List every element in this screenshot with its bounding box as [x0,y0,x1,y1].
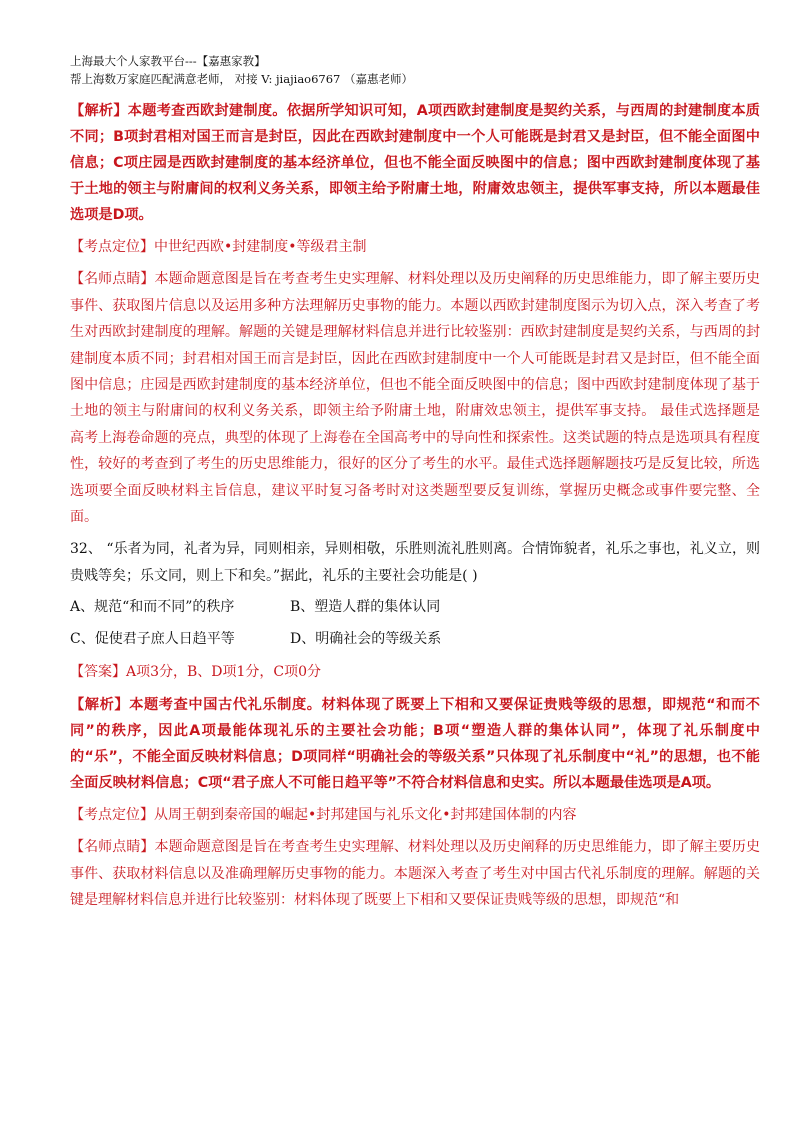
knowledge-point-tag: 【考点定位】 [70,239,154,255]
analysis-paragraph-2 [70,692,760,796]
knowledge-point-text-2: 从周王朝到秦帝国的崛起•封邦建国与礼乐文化•封邦建国体制的内容 [154,806,577,823]
teacher-comment-text-2: 本题命题意图是旨在考查考生史实理解、材料处理以及历史阐释的历史思维能力，即了解主要历史事件、获取材料信息以及准确理解历史事物的能力。本题深入考查了考生对中国古代礼乐制度的理解。解题的关键是理解材料信息并进行比较鉴别：材料体现了既要上下相和又要保证贵贱等级的思想，即规范“和 [70,839,760,908]
answer-line [70,659,760,685]
analysis-tag: 【解析】 [70,103,128,119]
knowledge-point-tag-2: 【考点定位】 [70,806,154,823]
question-32-stem: 32、 “乐者为同，礼者为异，同则相亲，异则相敬，乐胜则流礼胜则离。合情饰貌者，礼乐之事也，礼义立，则贵贱等矣；乐文同，则上下和矣。”据此，礼乐的主要社会功能是( ) [70,541,760,584]
header-line-1: 上海最大个人家教平台---【嘉惠家教】 [70,54,266,68]
teacher-comment-tag-2: 【名师点睛】 [70,839,155,856]
option-c: C、促使君子庶人日趋平等 [70,631,235,648]
option-a: A、规范“和而不同”的秩序 [70,599,235,616]
knowledge-point-2 [70,802,760,828]
document-body [70,98,760,913]
answer-text: A项3分，B、D项1分，C项0分 [126,664,322,681]
option-d: D、明确社会的等级关系 [290,631,442,648]
knowledge-point-1 [70,234,760,260]
analysis-text-2: 本题考查中国古代礼乐制度。材料体现了既要上下相和又要保证贵贱等级的思想，即规范“和而不同”的秩序，因此A项最能体现礼乐的主要社会功能；B项“塑造人群的集体认同”，体现了礼乐制度中的“乐”，不能全面反映材料信息；D项同样“明确社会的等级关系”只体现了礼乐制度中“礼”的思想，也不能全面反映材料信息；C项“君子庶人不可能日趋平等”不符合材料信息和史实。所以本题最佳选项是A项。 [70,696,760,791]
options-row-1 [70,593,760,621]
analysis-text: 本题考查西欧封建制度。依据所学知识可知，A项西欧封建制度是契约关系，与西周的封建制度本质不同；B项封君相对国王而言是封臣，因此在西欧封建制度中一个人可能既是封君又是封臣，但不能全面图中信息；C项庄园是西欧封建制度的基本经济单位，但也不能全面反映图中的信息；图中西欧封建制度体现了基于土地的领主与附庸间的权利义务关系，即领主给予附庸土地，附庸效忠领主，提供军事支持，所以本题最佳选项是D项。 [70,103,760,223]
options-row-2 [70,625,760,653]
answer-tag: 【答案】 [70,664,126,681]
knowledge-point-text: 中世纪西欧•封建制度•等级君主制 [154,239,367,255]
analysis-paragraph-1 [70,98,760,228]
teacher-comment-2 [70,834,760,913]
teacher-comment-tag: 【名师点睛】 [70,271,155,288]
header-line-2: 帮上海数万家庭匹配满意老师， 对接 V: jiajiao6767 （嘉惠老师） [70,72,414,86]
analysis-tag-2: 【解析】 [70,696,130,713]
teacher-comment-1 [70,266,760,530]
teacher-comment-text: 本题命题意图是旨在考查考生史实理解、材料处理以及历史阐释的历史思维能力，即了解主要历史事件、获取图片信息以及运用多种方法理解历史事物的能力。本题以西欧封建制度图示为切入点，深入考查了考生对西欧封建制度的理解。解题的关键是理解材料信息并进行比较鉴别：西欧封建制度是契约关系，与西周的封建制度本质不同；封君相对国王而言是封臣，因此在西欧封建制度中一个人可能既是封君又是封臣，但不能全面图中信息；庄园是西欧封建制度的基本经济单位，但也不能全面反映图中的信息；图中西欧封建制度体现了基于土地的领主与附庸间的权利义务关系，即领主给予附庸土地，附庸效忠领主，提供军事支持。 最佳式选择题是高考上海卷命题的亮点，典型的体现了上海卷在全国高考中的导向性和探索性。这类试题的特点是选项具有程度性，较好的考查到了考生的历史思维能力，很好的区分了考生的水平。最佳式选择题解题技巧是反复比较，所选选项要全面反映材料主旨信息，建议平时复习备考时对这类题型要反复训练，掌握历史概念或事件要完整、全面。 [70,271,760,526]
option-b: B、塑造人群的集体认同 [290,599,441,616]
page-header [70,52,413,88]
